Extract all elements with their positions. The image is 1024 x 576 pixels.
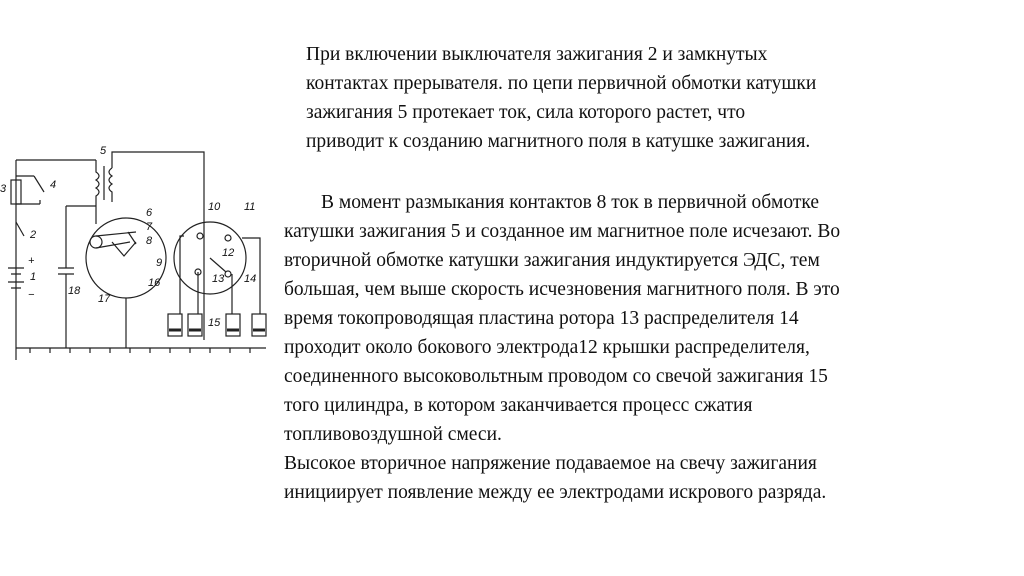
label-1: 1	[30, 271, 37, 283]
p2-line-3: вторичной обмотке катушки зажигания индуктируется ЭДС, тем	[284, 250, 820, 271]
label-5: 5	[100, 145, 107, 157]
spark-plug-2	[188, 314, 202, 336]
p2-line-4: большая, чем выше скорость исчезновения магнитного поля. В это	[284, 279, 840, 300]
spark-plug-3	[226, 314, 240, 336]
label-13: 13	[212, 273, 225, 285]
label-10: 10	[208, 201, 221, 213]
p2-line-2: катушки зажигания 5 и созданное им магнитное поле исчезают. Во	[284, 221, 841, 242]
coil-primary	[96, 160, 99, 206]
breaker-pivot	[90, 236, 102, 248]
label-11: 11	[244, 201, 256, 213]
coil-secondary	[109, 168, 112, 202]
capacitor-18	[58, 268, 74, 274]
label-15: 15	[208, 317, 221, 329]
paragraph-secondary-circuit	[284, 188, 1014, 507]
p1-line-4: приводит к созданию магнитного поля в катушке зажигания.	[306, 131, 811, 152]
electrode-b	[225, 235, 231, 241]
electrode-a	[197, 233, 203, 239]
label-14: 14	[244, 273, 257, 285]
circuit-svg	[0, 140, 280, 380]
rotor-13	[210, 258, 226, 272]
label-7: 7	[146, 221, 153, 233]
p2-line-8: того цилиндра, в котором заканчивается процесс сжатия	[284, 395, 753, 416]
label-12: 12	[222, 247, 235, 259]
p2-line-6: проходит около бокового электрода12 крышки распределителя,	[284, 337, 810, 358]
p2-line-10: Высокое вторичное напряжение подаваемое на свечу зажигания	[284, 453, 817, 474]
p2-line-7: соединенного высоковольтным проводом со свечой зажигания 15	[284, 366, 828, 387]
label-9: 9	[156, 257, 163, 269]
p1-line-1: При включении выключателя зажигания 2 и замкнутых	[306, 44, 768, 65]
p2-line-5: время токопроводящая пластина ротора 13 распределителя 14	[284, 308, 799, 329]
p2-line-1: В момент размыкания контактов 8 ток в первичной обмотке	[321, 192, 819, 213]
label-17: 17	[98, 293, 111, 305]
lead-1	[180, 236, 184, 314]
label-18: 18	[68, 285, 81, 297]
ground-hatch	[30, 348, 250, 353]
p2-line-9: топливовоздушной смеси.	[284, 424, 502, 445]
label-3: 3	[0, 183, 7, 195]
p2-line-11: инициирует появление между ее электродами искрового разряда.	[284, 482, 827, 503]
p1-line-2: контактах прерывателя. по цепи первичной обмотки катушки	[306, 73, 817, 94]
label-plus: +	[28, 255, 35, 267]
ignition-circuit-diagram	[0, 140, 280, 380]
label-8: 8	[146, 235, 153, 247]
label-minus: −	[28, 289, 35, 301]
label-16: 16	[148, 277, 161, 289]
spark-plug-1	[168, 314, 182, 336]
spark-plug-4	[252, 314, 266, 336]
p1-line-3: зажигания 5 протекает ток, сила которого растет, что	[306, 102, 746, 123]
label-4: 4	[50, 179, 57, 191]
paragraph-primary-circuit	[306, 40, 1006, 156]
label-6: 6	[146, 207, 153, 219]
label-2: 2	[30, 229, 37, 241]
ignition-switch-2	[16, 222, 24, 236]
